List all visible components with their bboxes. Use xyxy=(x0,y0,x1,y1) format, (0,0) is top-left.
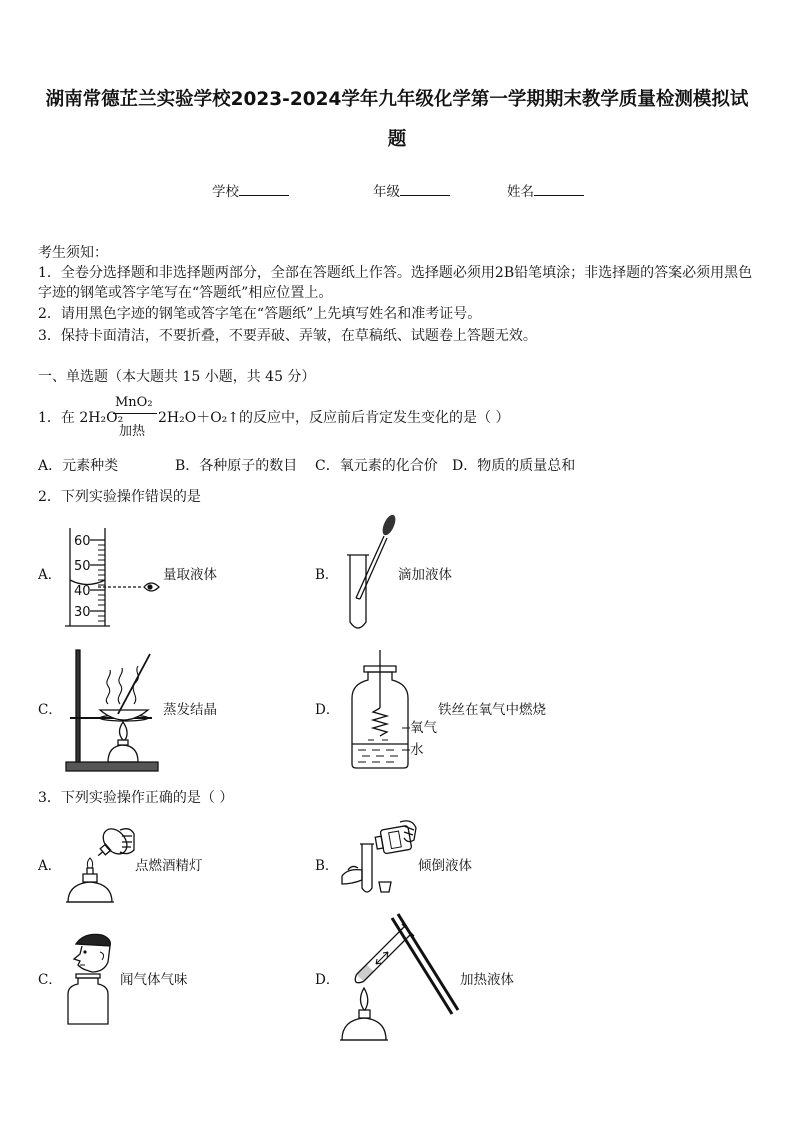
q1-option-d-text: 物质的质量总和 xyxy=(477,458,576,474)
q1-reactant: 2H₂O₂ xyxy=(79,410,124,426)
q1-option-b-text: 各种原子的数目 xyxy=(199,458,298,474)
graduated-cylinder-illustration xyxy=(60,526,165,630)
q1-option-c xyxy=(315,457,438,475)
grade-label: 年级 xyxy=(373,184,400,200)
hat xyxy=(76,934,110,946)
smelling-gas-illustration xyxy=(62,932,120,1028)
q1-condition: 加热 xyxy=(119,424,146,439)
notice-line-3: 2．请用黑色字迹的钢笔或答字笔在“答题纸”上先填写姓名和准考证号。 xyxy=(38,306,482,322)
q1-option-b-label: B． xyxy=(175,458,200,474)
q1-option-d-label: D． xyxy=(452,458,478,474)
lower-lamp-wick xyxy=(87,868,93,874)
dropper-tube xyxy=(356,536,387,599)
scale-label-30: 30 xyxy=(74,605,91,620)
q3-option-b-caption: 倾倒液体 xyxy=(418,858,472,874)
q1-reaction-line xyxy=(113,413,157,414)
q1-catalyst: MnO₂ xyxy=(115,395,153,410)
q3-option-a-caption: 点燃酒精灯 xyxy=(135,858,203,874)
section-heading: 一、单选题（本大题共 15 小题，共 45 分） xyxy=(38,369,316,385)
lower-lamp-flame xyxy=(87,858,92,868)
grade-field xyxy=(373,181,450,201)
q3-option-c-caption: 闻气体气味 xyxy=(120,972,188,988)
q3-option-d-label: D． xyxy=(315,972,340,988)
scale-label-50: 50 xyxy=(74,559,91,574)
pouring-liquid-illustration xyxy=(338,818,418,904)
test-tube xyxy=(360,844,374,892)
scale-label-40: 40 xyxy=(74,584,91,599)
q1-number: 1．在 xyxy=(38,410,75,426)
notice-line-1: 1．全卷分选择题和非选择题两部分，全部在答题纸上作答。选择题必须用2B铅笔填涂；非选择题的答案必须用黑色 xyxy=(38,265,753,281)
q3-option-c-label: C． xyxy=(38,972,62,988)
q1-products: 2H₂O＋O₂↑ xyxy=(158,410,240,426)
q3-stem: 3．下列实验操作正确的是（ ） xyxy=(38,790,234,806)
label-leaders xyxy=(402,728,410,750)
lamp-flame xyxy=(361,988,368,1010)
alcohol-lamp xyxy=(108,745,138,762)
evaporation-illustration xyxy=(62,648,162,776)
q1-option-c-label: C． xyxy=(315,458,340,474)
water-annotation: 水 xyxy=(410,742,424,758)
q2-option-b-label: B． xyxy=(315,567,339,583)
q1-option-a-label: A． xyxy=(38,458,63,474)
q3-option-b-label: B． xyxy=(315,858,339,874)
hand xyxy=(120,829,134,854)
school-field xyxy=(212,181,289,201)
bottle-stopper xyxy=(379,882,391,892)
iron-stand-rod xyxy=(76,650,80,762)
q2-stem: 2．下列实验操作错误的是 xyxy=(38,489,201,505)
ear xyxy=(100,952,104,960)
q1-option-a xyxy=(38,457,118,475)
face-profile xyxy=(74,946,110,972)
q1-option-b xyxy=(175,457,297,475)
exam-title-line-1: 湖南常德芷兰实验学校2023-2024学年九年级化学第一学期期末教学质量检测模拟试 xyxy=(45,89,749,110)
test-tube xyxy=(347,555,369,628)
exam-title-line-2: 题 xyxy=(387,129,407,150)
q2-option-c-caption: 蒸发结晶 xyxy=(163,702,217,718)
lower-lamp-neck xyxy=(83,874,97,882)
q1-stem-start xyxy=(38,409,123,427)
hand-holding-tube xyxy=(342,866,362,884)
liquid-in-tube xyxy=(357,965,374,982)
hand-holding-bottle xyxy=(400,821,416,842)
lower-lamp-body xyxy=(68,882,112,902)
dropper-bulb xyxy=(380,513,398,537)
test-tube-holder-arm-1 xyxy=(392,918,452,1014)
lamp-neck xyxy=(359,1010,370,1018)
name-label: 姓名 xyxy=(507,184,534,200)
q2-option-a-label: A． xyxy=(38,567,62,583)
notice-line-4: 3．保持卡面清洁，不要折叠，不要弄破、弄皱，在草稿纸、试题卷上答题无效。 xyxy=(38,328,537,344)
lamp-flame xyxy=(120,722,128,740)
notice-line-2: 字迹的钢笔或答字笔写在“答题纸”相应位置上。 xyxy=(38,285,333,301)
oxygen-annotation: 氧气 xyxy=(410,720,437,736)
iron-wire-spiral xyxy=(373,708,387,736)
gas-bottle xyxy=(68,978,108,1024)
school-blank xyxy=(239,181,289,196)
q2-option-d-caption: 铁丝在氧气中燃烧 xyxy=(438,702,546,718)
eye xyxy=(83,950,86,953)
q1-option-d xyxy=(452,457,575,475)
grade-blank xyxy=(400,181,450,196)
q3-option-a-label: A． xyxy=(38,858,62,874)
heating-liquid-illustration xyxy=(336,910,460,1044)
q1-option-a-text: 元素种类 xyxy=(62,458,119,474)
iron-stand-base xyxy=(66,762,158,771)
gas-bottle-illustration xyxy=(346,650,410,772)
school-label: 学校 xyxy=(212,184,239,200)
q2-option-c-label: C． xyxy=(38,702,62,718)
alcohol-lamp xyxy=(342,1018,386,1040)
name-blank xyxy=(534,181,584,196)
lamp-neck xyxy=(118,740,128,745)
water-lines xyxy=(358,750,398,762)
q2-option-d-label: D． xyxy=(315,702,340,718)
q3-option-d-caption: 加热液体 xyxy=(460,972,514,988)
lighting-lamp-illustration xyxy=(62,826,136,908)
notice-heading: 考生须知： xyxy=(38,245,108,261)
dropper-test-tube-illustration xyxy=(340,512,400,634)
upper-lamp xyxy=(89,824,132,866)
q1-option-c-text: 氧元素的化合价 xyxy=(339,458,438,474)
name-field xyxy=(507,181,584,201)
q2-option-b-caption: 滴加液体 xyxy=(398,567,452,583)
scale-label-60: 60 xyxy=(74,534,91,549)
eye-pupil xyxy=(147,584,152,589)
gas-bottle-mouth xyxy=(76,974,100,978)
q1-stem-end xyxy=(158,409,509,427)
glass-rod xyxy=(118,654,150,714)
q2-option-a-caption: 量取液体 xyxy=(163,567,217,583)
q1-stem-rest: 的反应中，反应前后肯定发生变化的是（ ） xyxy=(239,410,510,426)
